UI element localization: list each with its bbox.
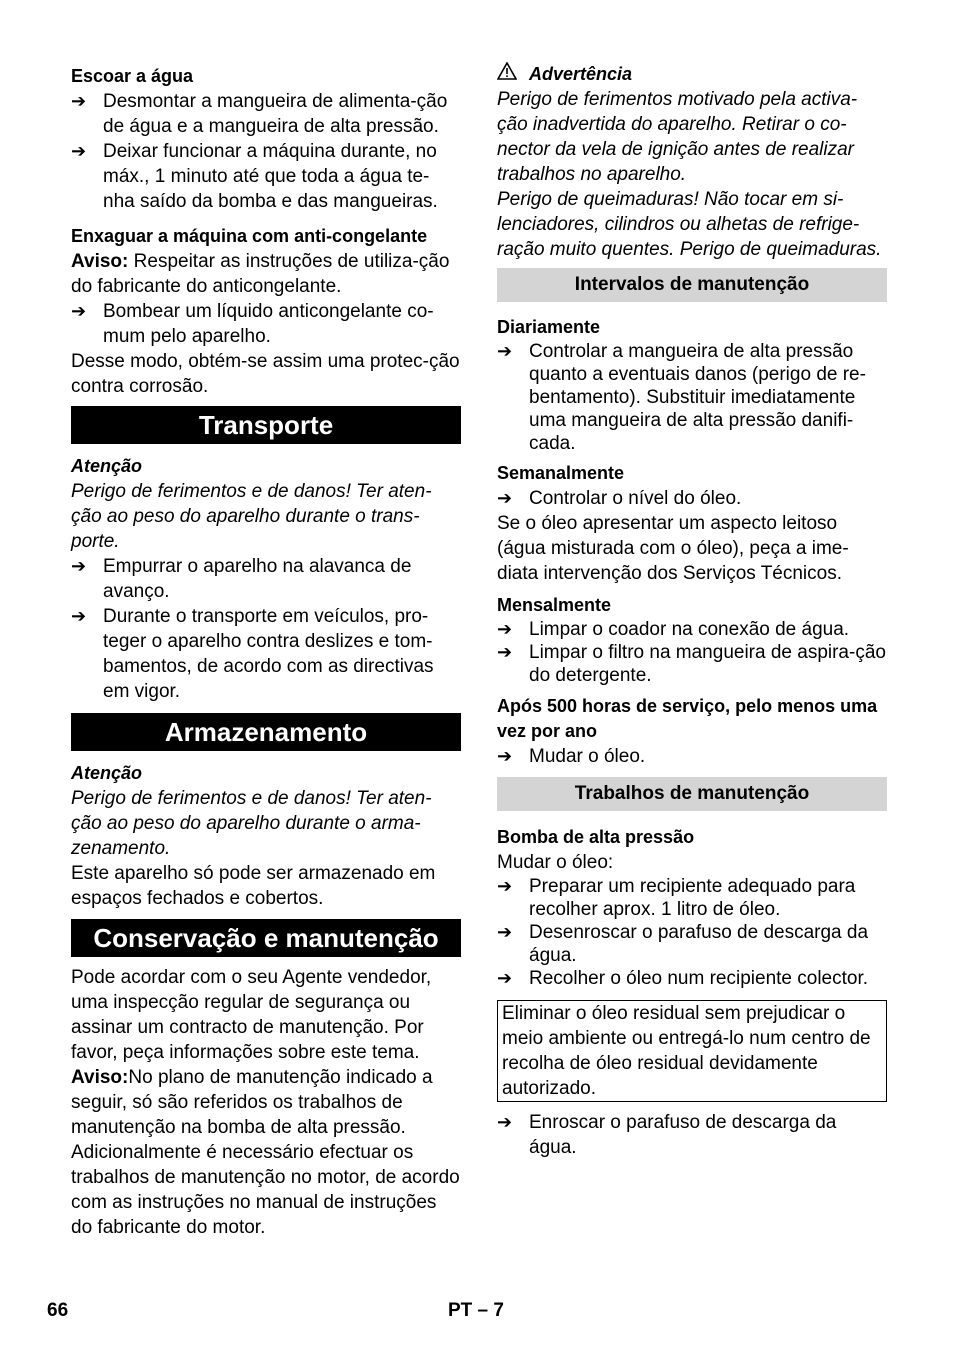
pump-intro: Mudar o óleo: <box>497 852 614 873</box>
oil-note-text: Eliminar o óleo residual sem prejudicar o meio ambiente ou entregá-lo num centro de recolha de óleo residual devidamente autorizado. <box>502 1003 871 1099</box>
monthly-heading: Mensalmente <box>497 595 612 615</box>
arrow-right-icon: ➔ <box>497 341 513 361</box>
weekly-heading: Semanalmente <box>497 463 625 483</box>
bullet-text: Recolher o óleo num recipiente colector. <box>529 968 869 989</box>
arrow-right-icon: ➔ <box>497 746 513 766</box>
bullet-item <box>497 340 887 455</box>
bullet-item <box>497 875 887 921</box>
transport-caution-label: Atenção <box>71 456 143 476</box>
arrow-right-icon: ➔ <box>497 1112 513 1132</box>
arrow-right-icon: ➔ <box>497 642 513 662</box>
bullet-item <box>497 486 887 511</box>
bullet-item <box>497 641 887 687</box>
arrow-right-icon: ➔ <box>71 141 87 161</box>
arrow-right-icon: ➔ <box>497 968 513 988</box>
arrow-right-icon: ➔ <box>497 922 513 942</box>
oil-note-box <box>497 1000 887 1102</box>
antifreeze-heading: Enxaguar a máquina com anti-congelante <box>71 226 428 246</box>
transport-caution-text: Perigo de ferimentos e de danos! Ter aten-ção ao peso do aparelho durante o trans-porte. <box>71 481 432 552</box>
bullet-item <box>497 1110 887 1160</box>
page-number: 66 <box>47 1300 69 1321</box>
care-text: Pode acordar com o seu Agente vendedor, uma inspecção regular de segurança ou assinar um contracto de manutenção. Por favor, peça informações sobre este tema. <box>71 967 432 1063</box>
bullet-text: Mudar o óleo. <box>529 746 646 767</box>
weekly-steps <box>497 486 887 511</box>
storage-caution-text: Perigo de ferimentos e de danos! Ter aten-ção ao peso do aparelho durante o arma-zenamento. <box>71 788 432 859</box>
bullet-item <box>497 744 887 769</box>
hours-steps <box>497 744 887 769</box>
drain-heading: Escoar a água <box>71 66 194 86</box>
bullet-text: Controlar a mangueira de alta pressão quanto a eventuais danos (perigo de re-bentamento). Substituir imediatamente uma mangueira de alta pressão danifi-cada. <box>529 341 866 454</box>
arrow-right-icon: ➔ <box>71 606 87 626</box>
right-column <box>497 62 887 1160</box>
arrow-right-icon: ➔ <box>497 876 513 896</box>
bullet-text: Limpar o filtro na mangueira de aspira-ção do detergente. <box>529 642 886 686</box>
arrow-right-icon: ➔ <box>71 301 87 321</box>
antifreeze-note: Aviso: Respeitar as instruções de utiliza-ção do fabricante do anticongelante. <box>71 251 450 297</box>
daily-steps <box>497 340 887 455</box>
bullet-text: Preparar um recipiente adequado para recolher aprox. 1 litro de óleo. <box>529 876 856 920</box>
storage-title: Armazenamento <box>71 713 461 751</box>
final-steps <box>497 1110 887 1160</box>
bullet-text: Durante o transporte em veículos, pro-teger o aparelho contra deslizes e tom-bamentos, de acordo com as directivas em vigor. <box>103 606 434 702</box>
bullet-item <box>497 921 887 967</box>
pump-steps <box>497 875 887 990</box>
pump-heading: Bomba de alta pressão <box>497 827 695 847</box>
arrow-right-icon: ➔ <box>71 556 87 576</box>
transport-steps <box>71 554 461 704</box>
warning-label: Advertência <box>529 64 633 84</box>
arrow-right-icon: ➔ <box>497 488 513 508</box>
bullet-text: Desmontar a mangueira de alimenta-ção de água e a mangueira de alta pressão. <box>103 91 448 137</box>
bullet-item <box>71 299 461 349</box>
bullet-item <box>71 554 461 604</box>
bullet-item <box>497 967 887 990</box>
weekly-text: Se o óleo apresentar um aspecto leitoso (água misturada com o óleo), peça a ime-diata intervenção dos Serviços Técnicos. <box>497 513 849 584</box>
arrow-right-icon: ➔ <box>497 619 513 639</box>
transport-title: Transporte <box>71 406 461 444</box>
bullet-item <box>497 618 887 641</box>
bullet-text: Enroscar o parafuso de descarga da água. <box>529 1112 837 1158</box>
warning-heading <box>497 62 887 87</box>
care-note: Aviso:No plano de manutenção indicado a seguir, só são referidos os trabalhos de manutenção na bomba de alta pressão. Adicionalmente é necessário efectuar os trabalhos de manutenção no motor, de acordo com as instruções no manual de instruções do fabricante do motor. <box>71 1067 460 1238</box>
warning-text-2: Perigo de queimaduras! Não tocar em si-lenciadores, cilindros ou alhetas de refrige-ração muito quentes. Perigo de queimaduras. <box>497 189 882 260</box>
left-column <box>71 62 461 1240</box>
intervals-title: Intervalos de manutenção <box>497 268 887 302</box>
arrow-right-icon: ➔ <box>71 91 87 111</box>
bullet-text: Empurrar o aparelho na alavanca de avanço. <box>103 556 412 602</box>
warning-triangle-icon <box>497 62 529 87</box>
bullet-text: Limpar o coador na conexão de água. <box>529 619 850 640</box>
care-title: Conservação e manutenção <box>71 919 461 957</box>
bullet-text: Controlar o nível do óleo. <box>529 488 742 509</box>
storage-text: Este aparelho só pode ser armazenado em espaços fechados e cobertos. <box>71 863 436 909</box>
drain-steps <box>71 89 461 214</box>
bullet-item <box>71 89 461 139</box>
bullet-text: Deixar funcionar a máquina durante, no máx., 1 minuto até que toda a água te-nha saído da bomba e das mangueiras. <box>103 141 438 212</box>
antifreeze-steps <box>71 299 461 349</box>
hours-heading: Após 500 horas de serviço, pelo menos uma vez por ano <box>497 696 878 741</box>
bullet-text: Bombear um líquido anticongelante co-mum pelo aparelho. <box>103 301 434 347</box>
works-title: Trabalhos de manutenção <box>497 777 887 811</box>
section-ref: PT – 7 <box>448 1300 504 1321</box>
bullet-text: Desenroscar o parafuso de descarga da água. <box>529 922 869 966</box>
bullet-item <box>71 139 461 214</box>
storage-caution-label: Atenção <box>71 763 143 783</box>
bullet-item <box>71 604 461 704</box>
daily-heading: Diariamente <box>497 317 601 337</box>
monthly-steps <box>497 618 887 687</box>
warning-text-1: Perigo de ferimentos motivado pela activa-ção inadvertida do aparelho. Retirar o co-nector da vela de ignição antes de realizar trabalhos no aparelho. <box>497 89 858 185</box>
antifreeze-result: Desse modo, obtém-se assim uma protec-ção contra corrosão. <box>71 351 460 397</box>
